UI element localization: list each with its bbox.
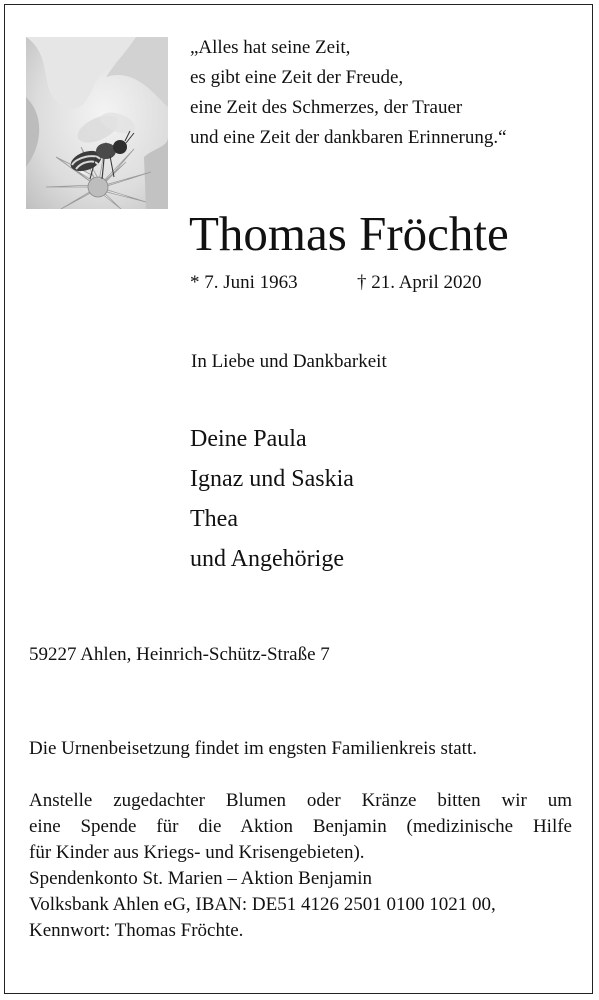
burial-notice: Die Urnenbeisetzung findet im engsten Familienkreis statt. — [29, 738, 477, 759]
quote-line: „Alles hat seine Zeit, — [190, 37, 351, 58]
birth-date: * 7. Juni 1963 — [190, 272, 298, 293]
donation-line: Kennwort: Thomas Fröchte. — [29, 920, 244, 941]
quote-line: es gibt eine Zeit der Freude, — [190, 67, 404, 88]
family-address: 59227 Ahlen, Heinrich-Schütz-Straße 7 — [29, 644, 330, 665]
donation-line: für Kinder aus Kriegs- und Krisengebieten). — [29, 842, 365, 863]
bee-on-flower-image — [26, 37, 168, 209]
quote — [190, 33, 570, 153]
quote-line: eine Zeit des Schmerzes, der Trauer — [190, 97, 463, 118]
mourner: und Angehörige — [190, 546, 344, 572]
mourners-list — [190, 419, 354, 579]
donation-line: Anstelle zugedachter Blumen oder Kränze bitten wir um — [29, 790, 572, 811]
donation-info — [29, 788, 572, 944]
mourner: Ignaz und Saskia — [190, 466, 354, 492]
quote-line: und eine Zeit der dankbaren Erinnerung.“ — [190, 127, 507, 148]
donation-line: Spendenkonto St. Marien – Aktion Benjamin — [29, 868, 373, 889]
deceased-name: Thomas Fröchte — [189, 206, 509, 261]
donation-line: Volksbank Ahlen eG, IBAN: DE51 4126 2501 0100 1021 00, — [29, 894, 496, 915]
dedication: In Liebe und Dankbarkeit — [191, 351, 387, 372]
mourner: Deine Paula — [190, 426, 307, 452]
donation-line: eine Spende für die Aktion Benjamin (medizinische Hilfe — [29, 816, 572, 837]
mourner: Thea — [190, 506, 238, 532]
death-date: † 21. April 2020 — [357, 272, 482, 293]
